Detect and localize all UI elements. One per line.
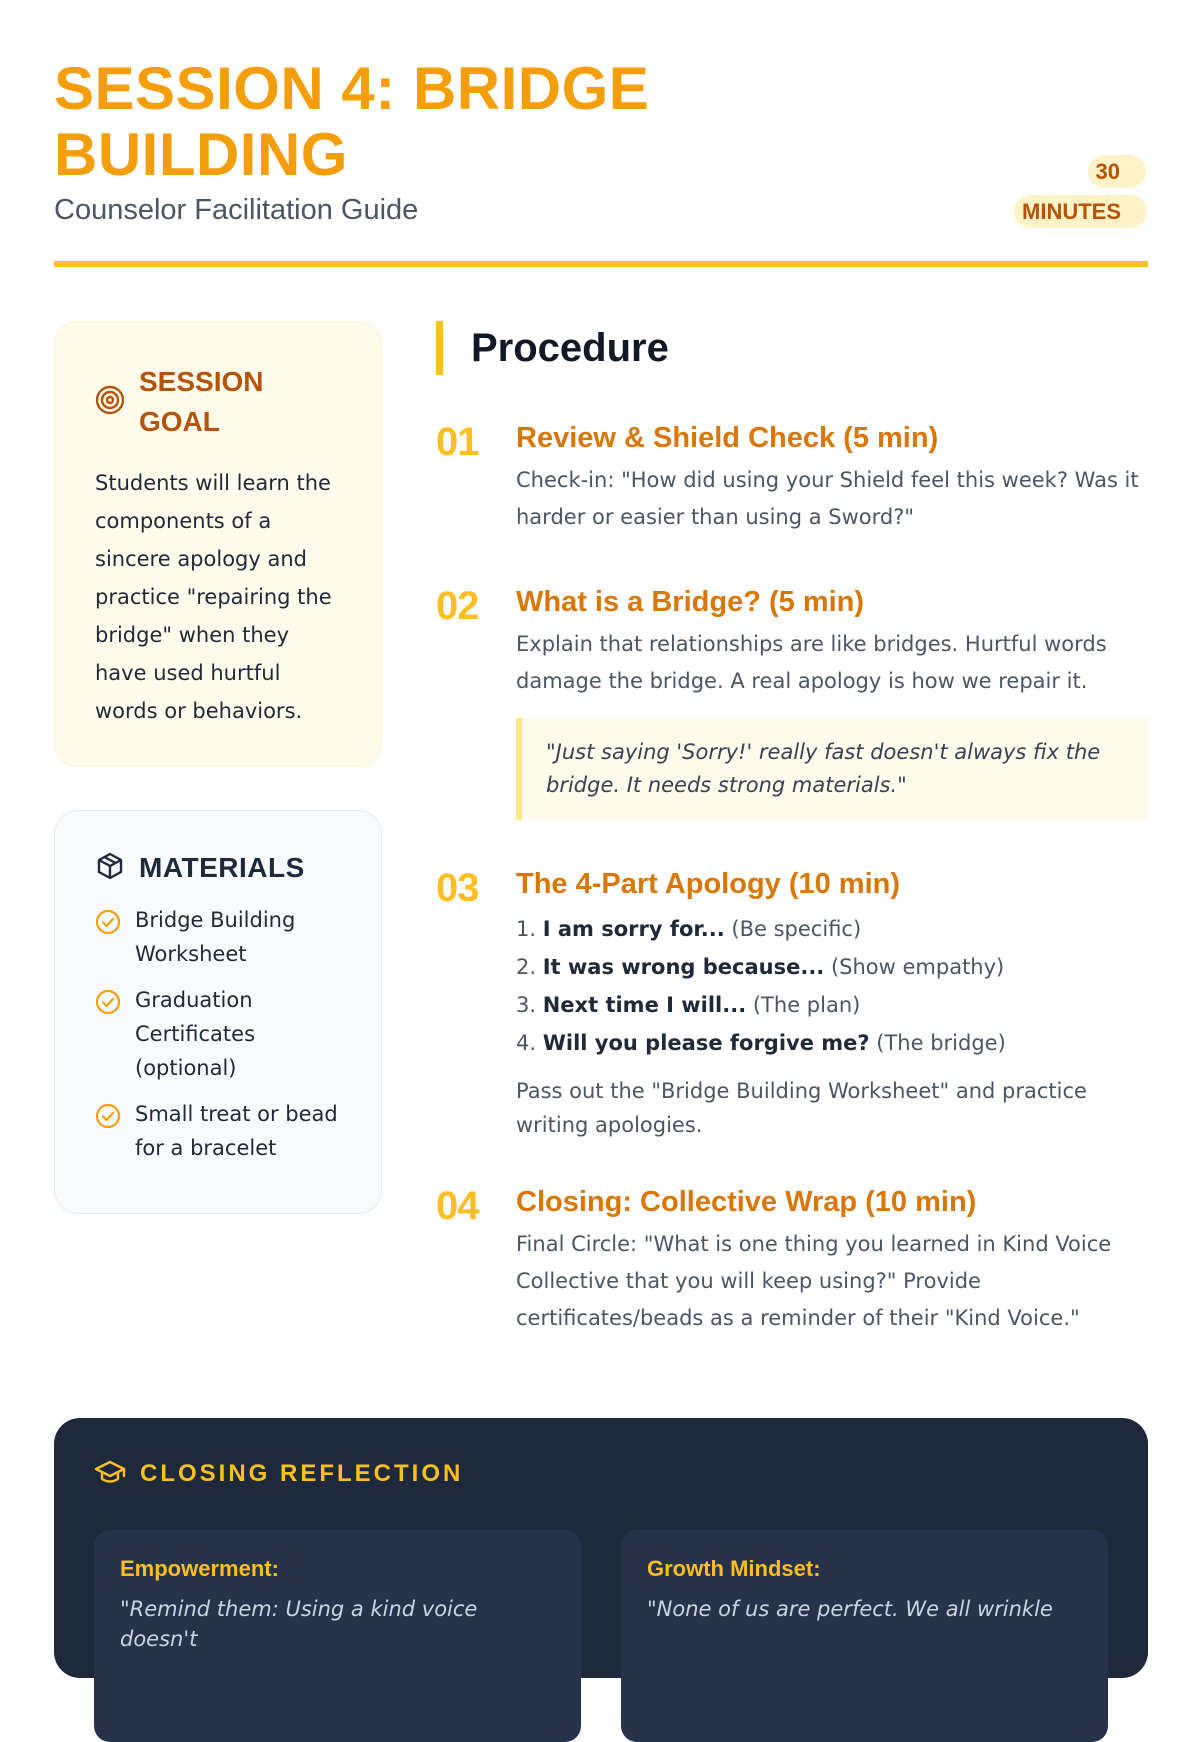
step-title: Review & Shield Check (5 min) (516, 422, 939, 454)
material-label: Graduation Certificates (optional) (135, 988, 256, 1080)
list-item: 1. I am sorry for... (Be specific) (516, 917, 862, 941)
reflection-card-empowerment (94, 1530, 581, 1742)
header-divider (54, 261, 1148, 267)
session-goal-title: SESSION GOAL (139, 366, 264, 437)
duration-badge (1014, 152, 1146, 232)
target-icon (95, 385, 125, 419)
closing-reflection-title: CLOSING REFLECTION (140, 1460, 464, 1487)
list-item (95, 983, 341, 1085)
reflection-heading: Growth Mindset: (647, 1556, 821, 1581)
procedure-step-2 (436, 580, 1148, 820)
list-item: 2. It was wrong because... (Show empathy) (516, 955, 1005, 979)
page-header (54, 56, 1146, 227)
material-label: Small treat or bead for a bracelet (135, 1102, 338, 1160)
closing-reflection-panel (54, 1418, 1148, 1678)
list-item (95, 903, 341, 971)
apology-list (516, 910, 1148, 1062)
step-title: The 4-Part Apology (10 min) (516, 868, 901, 900)
list-item (95, 1097, 341, 1165)
materials-card (54, 810, 382, 1214)
box-icon (95, 851, 125, 885)
step-title: What is a Bridge? (5 min) (516, 586, 865, 618)
page-subtitle: Counselor Facilitation Guide (54, 194, 419, 226)
step-text: Pass out the "Bridge Building Worksheet" and practice writing apologies. (516, 1079, 1087, 1137)
graduation-cap-icon (94, 1458, 126, 1490)
step-quote: "Just saying 'Sorry!' really fast doesn't always fix the bridge. It needs strong materials." (516, 718, 1148, 820)
material-label: Bridge Building Worksheet (135, 908, 296, 966)
check-circle-icon (95, 909, 121, 971)
page-title: SESSION 4: BRIDGE BUILDING (54, 55, 650, 188)
step-number: 02 (436, 584, 479, 628)
procedure-heading (436, 321, 669, 375)
session-goal-card (54, 321, 382, 767)
procedure-step-4 (436, 1180, 1148, 1337)
step-text: Explain that relationships are like bridges. Hurtful words damage the bridge. A real apology is how we repair it. (516, 632, 1107, 693)
reflection-heading: Empowerment: (120, 1556, 279, 1581)
step-number: 04 (436, 1184, 479, 1228)
step-title: Closing: Collective Wrap (10 min) (516, 1186, 977, 1218)
materials-list (95, 903, 341, 1165)
list-item: 4. Will you please forgive me? (The bridge) (516, 1031, 1006, 1055)
duration-unit: MINUTES (1014, 195, 1147, 228)
materials-title: MATERIALS (139, 852, 305, 883)
reflection-text: "None of us are perfect. We all wrinkle (647, 1597, 1053, 1621)
duration-number: 30 (1088, 155, 1146, 188)
session-goal-text: Students will learn the components of a sincere apology and practice "repairing the bridge" when they have used hurtful words or behaviors. (95, 471, 332, 723)
check-circle-icon (95, 989, 121, 1085)
step-text: Final Circle: "What is one thing you learned in Kind Voice Collective that you will keep using?" Provide certificates/beads as a reminder of their "Kind Voice." (516, 1232, 1112, 1330)
procedure-step-1 (436, 416, 1148, 536)
step-number: 03 (436, 866, 479, 910)
procedure-step-3 (436, 862, 1148, 1142)
list-item: 3. Next time I will... (The plan) (516, 993, 861, 1017)
check-circle-icon (95, 1103, 121, 1165)
step-number: 01 (436, 420, 479, 464)
procedure-title: Procedure (471, 326, 669, 370)
reflection-text: "Remind them: Using a kind voice doesn't (120, 1597, 478, 1651)
reflection-card-growth-mindset (621, 1530, 1108, 1742)
step-text: Check-in: "How did using your Shield feel this week? Was it harder or easier than using a Sword?" (516, 468, 1139, 529)
